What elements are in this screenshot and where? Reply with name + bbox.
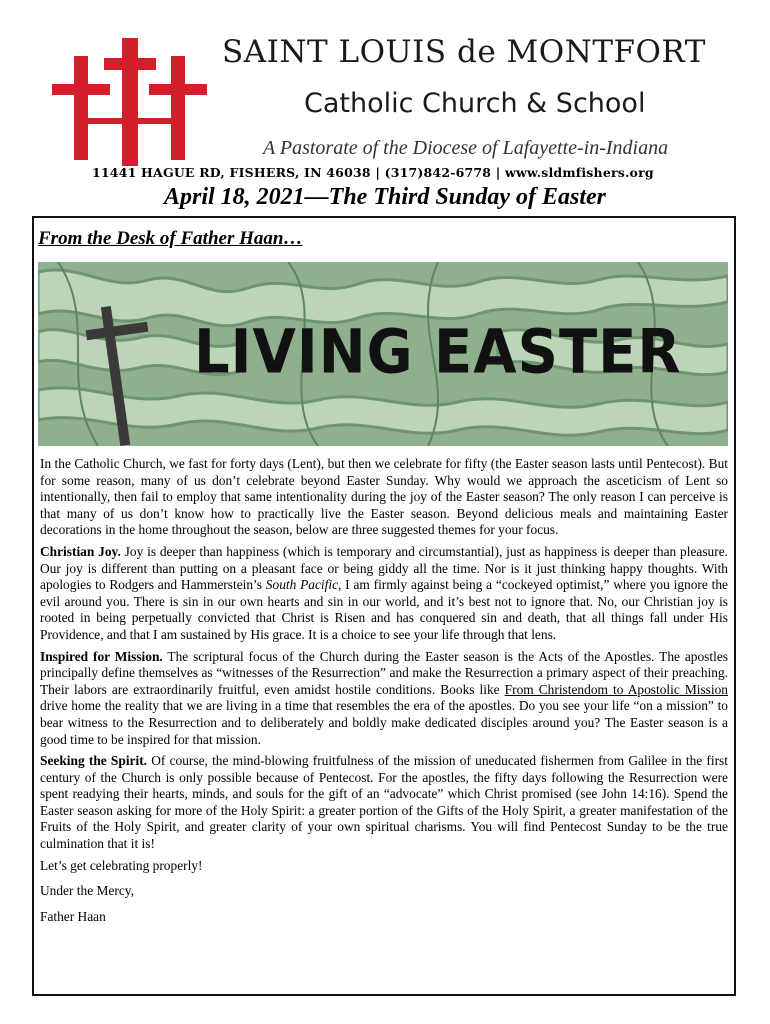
mission-paragraph — [40, 649, 728, 749]
mission-text-part-1: The scriptural focus of the Church during the Easter season is the Acts of the Apostles. The apostles principally define themselves as “witnesses of the Resurrection” and make the Resurrection a primary aspect of their preaching. Their labors are extraordinarily fruitful, even amidst hostile conditions. Books like — [40, 648, 728, 697]
church-subtitle: Catholic Church & School — [304, 88, 646, 119]
section-title: From the Desk of Father Haan… — [38, 228, 303, 249]
spirit-paragraph — [40, 753, 728, 853]
article-body — [40, 456, 728, 934]
living-easter-banner — [38, 262, 728, 446]
bulletin-header — [0, 0, 770, 215]
spirit-text: Of course, the mind-blowing fruitfulness of the mission of uneducated fishermen from Galilee in the first century of the Church is only possible because of Pentecost. For the apostles, the fifty days following the Resurrection were spent readying their hearts, minds, and souls for the gift of an “advocate” which Christ promised (see John 14:16). Spend the Easter season asking for more of the Holy Spirit: a greater portion of the Gifts of the Holy Spirit, a greater manifestation of the Fruits of the Holy Spirit, and greater clarity of your own spiritual charisms. You will find Pentecost Sunday to be the true culmination that it is! — [40, 753, 728, 852]
pastorate-line: A Pastorate of the Diocese of Lafayette-in-Indiana — [263, 137, 669, 159]
three-red-crosses-logo — [52, 38, 207, 166]
spirit-heading: Seeking the Spirit. — [40, 753, 148, 769]
joy-heading: Christian Joy. — [40, 543, 121, 559]
joy-paragraph — [40, 544, 728, 644]
intro-paragraph: In the Catholic Church, we fast for forty days (Lent), but then we celebrate for fifty (the Easter season lasts until Pentecost). But for some reason, many of us don’t celebrate beyond Easter Sunday. Why would we approach the asceticism of Lent so intentionally, then fail to employ that same intentionality during the joy of the Easter season? The only reason I can perceive is that many of us don’t know how to practically live the Easter season. Beyond delicious meals and maintaining Easter decorations in the home throughout the season, below are three suggested themes for your focus. — [40, 456, 728, 538]
closing-line-1: Let’s get celebrating properly! — [40, 857, 203, 873]
church-name: SAINT LOUIS de MONTFORT — [222, 34, 706, 70]
closing-line-2: Under the Mercy, — [40, 883, 134, 899]
bulletin-date: April 18, 2021—The Third Sunday of Easter — [163, 184, 607, 210]
joy-italic-title: South Pacific — [265, 577, 339, 593]
banner-title: LIVING EASTER — [194, 317, 682, 388]
mission-text-part-2: drive home the reality that we are living in a time that resembles the era of the apostles. Do you see your life “on a mission” to bear witness to the Resurrection and to deliberately and boldly make dedicated disciples around you? The Easter season is a good time to be inspired for that mission. — [40, 698, 728, 747]
signature: Father Haan — [40, 908, 106, 924]
mission-heading: Inspired for Mission. — [40, 648, 163, 664]
closing-block — [40, 858, 728, 926]
book-title-link: From Christendom to Apostolic Mission — [504, 681, 729, 697]
joy-text-part-2: , I am firmly against being a “cockeyed optimist,” where you ignore the evil around you. There is sin in our own hearts and sin in our world, and it’s best not to ignore that. No, our Christian joy is rooted in being perpetually convicted that Christ is Risen and has conquered sin and death, that all things fall under His Providence, and that I am sustained by His grace. It is a choice to see your life through that lens. — [40, 577, 728, 642]
joy-text-part-1: Joy is deeper than happiness (which is temporary and circumstantial), just as happiness is deeper than pleasure. Our joy is different than putting on a pleasant face or being giddy all the time. Nor is it just thinking happy thoughts. With apologies to Rodgers and Hammerstein’s — [40, 543, 729, 593]
address-line: 11441 HAGUE RD, FISHERS, IN 46038 | (317)842-6778 | www.sldmfishers.org — [92, 165, 654, 180]
